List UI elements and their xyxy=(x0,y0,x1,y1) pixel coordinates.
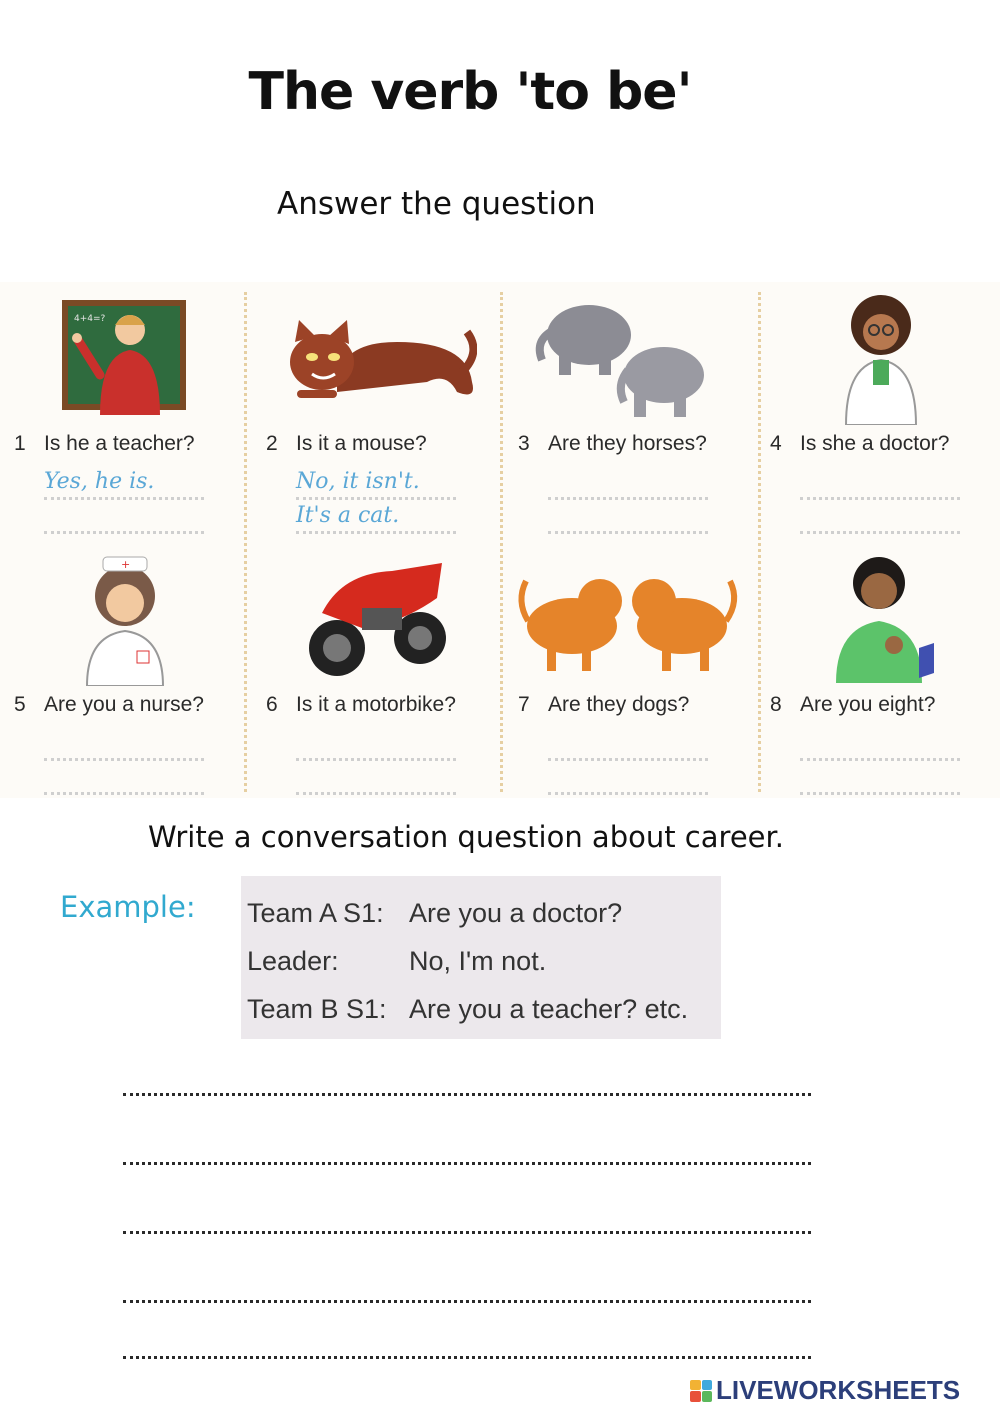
example-row xyxy=(247,994,688,1025)
example-speaker: Team A S1: xyxy=(247,898,384,928)
example-speaker: Leader: xyxy=(247,946,339,976)
question-number: 7 xyxy=(518,693,530,716)
writing-line[interactable] xyxy=(123,1162,811,1165)
liveworksheets-logo xyxy=(690,1375,960,1406)
example-speaker: Team B S1: xyxy=(247,994,387,1024)
logo-text: LIVEWORKSHEETS xyxy=(716,1375,961,1405)
answer-field[interactable] xyxy=(800,501,960,534)
example-box xyxy=(241,876,721,1039)
doctor-picture xyxy=(756,287,1000,427)
question-number: 4 xyxy=(770,432,782,455)
example-row xyxy=(247,898,622,929)
question-number: 2 xyxy=(266,432,278,455)
section2-instruction: Write a conversation question about career. xyxy=(148,820,784,854)
writing-line[interactable] xyxy=(123,1093,811,1096)
cat-picture xyxy=(252,287,502,427)
answer-field[interactable]: It's a cat. xyxy=(296,501,456,534)
example-line: Are you a doctor? xyxy=(409,898,623,928)
question-text: Is it a mouse? xyxy=(296,432,427,455)
answer-field[interactable] xyxy=(296,728,456,761)
tigers-picture xyxy=(504,548,754,688)
elephants-picture xyxy=(504,287,754,427)
answer-field[interactable] xyxy=(800,467,960,500)
example-line: Are you a teacher? etc. xyxy=(409,994,689,1024)
question-number: 1 xyxy=(14,432,26,455)
writing-line[interactable] xyxy=(123,1300,811,1303)
worksheet-title: The verb 'to be' xyxy=(248,62,692,122)
answer-field[interactable] xyxy=(800,762,960,795)
answer-field[interactable] xyxy=(44,501,204,534)
answer-field[interactable] xyxy=(44,762,204,795)
question-text: Is she a doctor? xyxy=(800,432,950,455)
question-number: 3 xyxy=(518,432,530,455)
question-number: 6 xyxy=(266,693,278,716)
example-line: No, I'm not. xyxy=(409,946,547,976)
example-label: Example: xyxy=(60,890,196,924)
answer-field[interactable] xyxy=(548,728,708,761)
answer-field[interactable] xyxy=(44,728,204,761)
answer-field[interactable]: Yes, he is. xyxy=(44,467,204,500)
svg-text:+: + xyxy=(121,557,131,571)
question-text: Are you eight? xyxy=(800,693,936,716)
answer-field[interactable]: No, it isn't. xyxy=(296,467,456,500)
answer-field[interactable] xyxy=(548,467,708,500)
answer-field[interactable] xyxy=(548,762,708,795)
question-text: Is it a motorbike? xyxy=(296,693,456,716)
nurse-picture xyxy=(0,548,250,688)
question-text: Are they horses? xyxy=(548,432,707,455)
question-text: Are they dogs? xyxy=(548,693,690,716)
svg-text:4+4=?: 4+4=? xyxy=(74,313,106,324)
teacher-picture xyxy=(0,287,250,427)
answer-field[interactable] xyxy=(548,501,708,534)
example-row xyxy=(247,946,546,977)
liveworksheets-logo-icon xyxy=(690,1380,712,1402)
question-text: Is he a teacher? xyxy=(44,432,195,455)
answer-field[interactable] xyxy=(296,762,456,795)
question-text: Are you a nurse? xyxy=(44,693,204,716)
child-picture xyxy=(756,548,1000,688)
question-number: 5 xyxy=(14,693,26,716)
motorbike-picture xyxy=(252,548,502,688)
question-number: 8 xyxy=(770,693,782,716)
writing-line[interactable] xyxy=(123,1356,811,1359)
writing-line[interactable] xyxy=(123,1231,811,1234)
answer-field[interactable] xyxy=(800,728,960,761)
instruction-text: Answer the question xyxy=(277,186,596,222)
